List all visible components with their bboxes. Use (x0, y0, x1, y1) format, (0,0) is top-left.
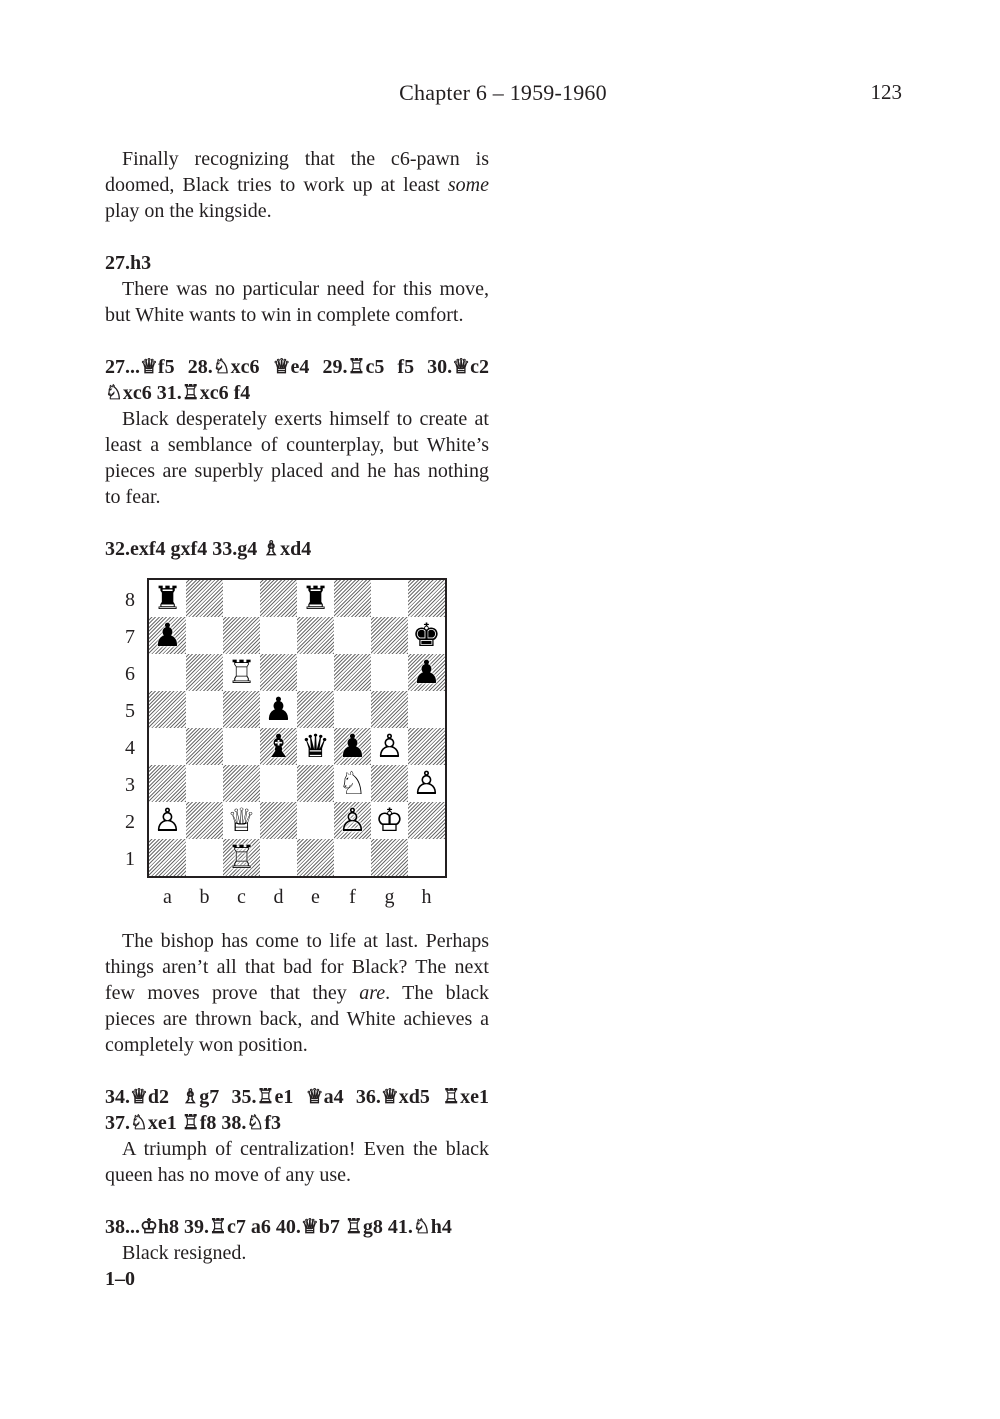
white-piece-icon: ♘ (338, 764, 367, 802)
square-h1 (408, 839, 445, 876)
square-g3 (371, 765, 408, 802)
black-piece-icon: ♝ (264, 727, 293, 765)
black-piece-icon: ♟ (153, 616, 182, 654)
text-column (105, 146, 489, 1292)
paragraph: There was no particular need for this move, but White wants to win in complete comfort. (105, 278, 489, 326)
square-h2 (408, 802, 445, 839)
move-line: 32.exf4 gxf4 33.g4 ♗xd4 (105, 538, 312, 560)
paragraph: Black desperately exerts himself to create at least a semblance of counterplay, but White’s pieces are superbly placed and he has nothing to fear. (105, 408, 489, 508)
black-piece-icon: ♚ (412, 616, 441, 654)
square-b4 (186, 728, 223, 765)
square-d7 (260, 617, 297, 654)
white-piece-icon: ♙ (375, 727, 404, 765)
square-g2 (371, 802, 408, 839)
white-piece-icon: ♙ (153, 801, 182, 839)
move-line: 27...♕f5 28.♘xc6 ♕e4 29.♖c5 f5 30.♕c2 ♘xc6 31.♖xc6 f4 (105, 356, 489, 404)
square-c3 (223, 765, 260, 802)
square-b2 (186, 802, 223, 839)
square-g8 (371, 580, 408, 617)
square-h7 (408, 617, 445, 654)
rank-label: 4 (125, 737, 135, 759)
paragraph: A triumph of centralization! Even the black queen has no move of any use. (105, 1138, 489, 1186)
file-label: h (421, 886, 432, 908)
paragraph-text: play on the kingside. (105, 200, 272, 222)
square-h4 (408, 728, 445, 765)
emphasis: are (359, 982, 386, 1004)
white-piece-icon: ♙ (412, 764, 441, 802)
square-a8 (149, 580, 186, 617)
square-a4 (149, 728, 186, 765)
black-piece-icon: ♜ (153, 579, 182, 617)
square-g7 (371, 617, 408, 654)
square-h5 (408, 691, 445, 728)
square-e3 (297, 765, 334, 802)
square-b7 (186, 617, 223, 654)
square-b6 (186, 654, 223, 691)
square-h8 (408, 580, 445, 617)
square-f8 (334, 580, 371, 617)
file-label: e (311, 886, 320, 908)
square-f3 (334, 765, 371, 802)
square-e5 (297, 691, 334, 728)
square-c2 (223, 802, 260, 839)
square-e7 (297, 617, 334, 654)
square-g1 (371, 839, 408, 876)
page-number: 123 (870, 80, 902, 104)
paragraph (105, 928, 489, 1058)
square-a7 (149, 617, 186, 654)
white-piece-icon: ♖ (227, 838, 256, 876)
paragraph (105, 146, 489, 224)
square-a3 (149, 765, 186, 802)
square-c4 (223, 728, 260, 765)
square-e8 (297, 580, 334, 617)
emphasis: some (447, 174, 489, 196)
square-e2 (297, 802, 334, 839)
move-line: 38...♔h8 39.♖c7 a6 40.♕b7 ♖g8 41.♘h4 (105, 1216, 452, 1238)
square-e6 (297, 654, 334, 691)
white-piece-icon: ♙ (338, 801, 367, 839)
rank-label: 1 (125, 848, 135, 870)
black-piece-icon: ♛ (301, 727, 330, 765)
rank-label: 7 (125, 626, 135, 648)
file-label: g (384, 886, 395, 908)
paragraph-text: Finally recognizing that the c6-pawn is doomed, Black tries to work up at least (105, 148, 489, 196)
square-a1 (149, 839, 186, 876)
move-line: 34.♕d2 ♗g7 35.♖e1 ♕a4 36.♕xd5 ♖xe1 37.♘xe1 ♖f8 38.♘f3 (105, 1086, 489, 1134)
square-f1 (334, 839, 371, 876)
chess-board (147, 578, 447, 878)
square-c8 (223, 580, 260, 617)
paragraph-text: The bishop has come to life at last. Perhaps things aren’t all that bad for Black? The next few moves prove that they (105, 930, 489, 1004)
file-label: f (349, 886, 356, 908)
white-piece-icon: ♖ (227, 653, 256, 691)
rank-labels (121, 582, 139, 878)
square-f7 (334, 617, 371, 654)
square-a2 (149, 802, 186, 839)
rank-label: 2 (125, 811, 135, 833)
square-f4 (334, 728, 371, 765)
black-piece-icon: ♟ (412, 653, 441, 691)
file-label: b (199, 886, 210, 908)
black-piece-icon: ♟ (264, 690, 293, 728)
square-d2 (260, 802, 297, 839)
black-piece-icon: ♟ (338, 727, 367, 765)
square-h6 (408, 654, 445, 691)
rank-label: 5 (125, 700, 135, 722)
paragraph: Black resigned. (122, 1242, 247, 1264)
square-a6 (149, 654, 186, 691)
file-labels (149, 884, 445, 910)
square-c6 (223, 654, 260, 691)
white-piece-icon: ♔ (375, 801, 404, 839)
square-d8 (260, 580, 297, 617)
square-d5 (260, 691, 297, 728)
file-label: c (237, 886, 246, 908)
square-a5 (149, 691, 186, 728)
square-e4 (297, 728, 334, 765)
game-result: 1–0 (105, 1268, 135, 1290)
black-piece-icon: ♜ (301, 579, 330, 617)
rank-label: 3 (125, 774, 135, 796)
square-c1 (223, 839, 260, 876)
square-e1 (297, 839, 334, 876)
square-b5 (186, 691, 223, 728)
square-b8 (186, 580, 223, 617)
square-c5 (223, 691, 260, 728)
square-b3 (186, 765, 223, 802)
square-f6 (334, 654, 371, 691)
square-d6 (260, 654, 297, 691)
chapter-header: Chapter 6 – 1959-1960 (399, 80, 607, 105)
square-b1 (186, 839, 223, 876)
square-d4 (260, 728, 297, 765)
file-label: a (163, 886, 172, 908)
rank-label: 8 (125, 589, 135, 611)
square-g6 (371, 654, 408, 691)
paragraph-text: . The black pieces are thrown back, and White achieves a completely won position. (105, 982, 489, 1056)
square-d1 (260, 839, 297, 876)
square-g4 (371, 728, 408, 765)
white-piece-icon: ♕ (227, 801, 256, 839)
square-h3 (408, 765, 445, 802)
square-d3 (260, 765, 297, 802)
rank-label: 6 (125, 663, 135, 685)
square-f5 (334, 691, 371, 728)
file-label: d (273, 886, 284, 908)
square-c7 (223, 617, 260, 654)
chess-diagram (105, 578, 489, 928)
move-line: 27.h3 (105, 252, 152, 274)
square-g5 (371, 691, 408, 728)
square-f2 (334, 802, 371, 839)
